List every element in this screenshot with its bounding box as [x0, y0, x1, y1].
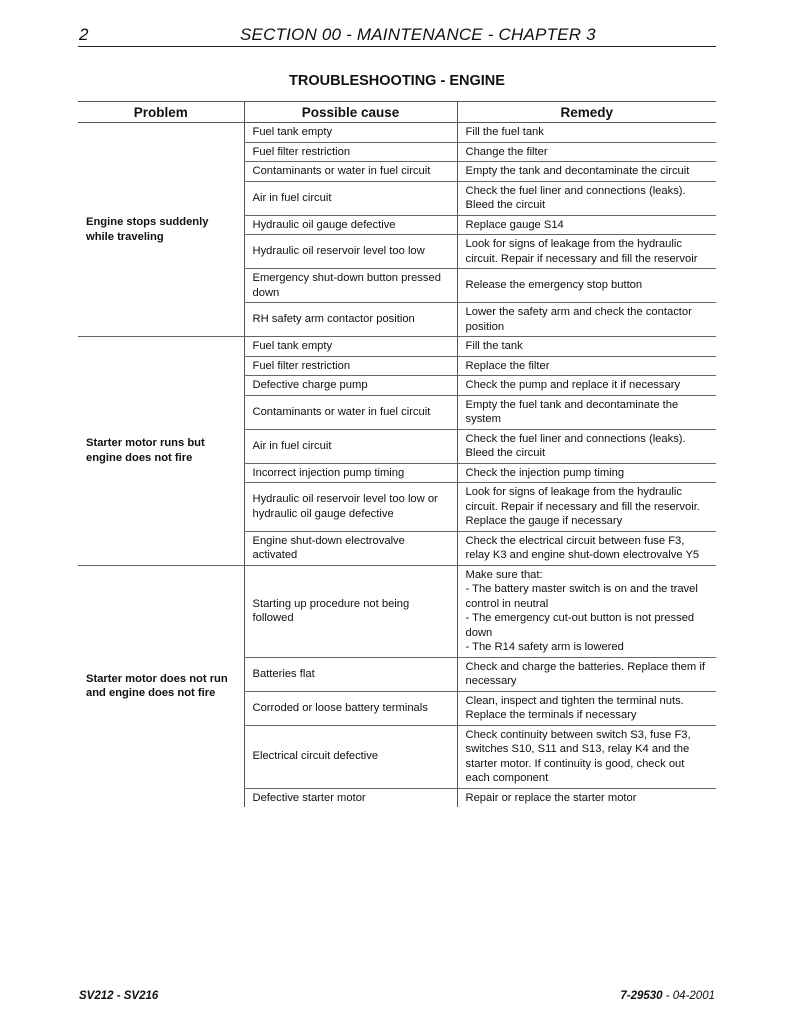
remedy-cell: Check the injection pump timing: [457, 463, 716, 483]
footer-date: - 04-2001: [662, 990, 715, 1002]
remedy-cell: Fill the tank: [457, 337, 716, 357]
remedy-cell: Lower the safety arm and check the contactor position: [457, 303, 716, 337]
cause-cell: Hydraulic oil reservoir level too low: [244, 235, 457, 269]
table-header: [78, 102, 716, 123]
cause-cell: Contaminants or water in fuel circuit: [244, 162, 457, 182]
cause-cell: Fuel tank empty: [244, 337, 457, 357]
header-divider: [78, 46, 716, 47]
cause-cell: Hydraulic oil reservoir level too low or hydraulic oil gauge defective: [244, 483, 457, 532]
section-title: SECTION 00 - MAINTENANCE - CHAPTER 3: [240, 25, 596, 44]
cause-cell: Defective starter motor: [244, 788, 457, 807]
remedy-cell: Empty the fuel tank and decontaminate the system: [457, 395, 716, 429]
remedy-cell: Check the pump and replace it if necessary: [457, 376, 716, 396]
remedy-cell: Check the fuel liner and connections (leaks). Bleed the circuit: [457, 429, 716, 463]
remedy-cell: Fill the fuel tank: [457, 123, 716, 143]
remedy-cell: Replace gauge S14: [457, 215, 716, 235]
footer-doc-number: 7-29530: [620, 990, 663, 1002]
cause-cell: RH safety arm contactor position: [244, 303, 457, 337]
remedy-cell: Replace the filter: [457, 356, 716, 376]
document-title: TROUBLESHOOTING - ENGINE: [289, 73, 505, 89]
remedy-cell: Repair or replace the starter motor: [465, 791, 637, 804]
footer-doc-info: [620, 990, 715, 1002]
table-body: [78, 123, 716, 808]
remedy-cell: Look for signs of leakage from the hydraulic circuit. Repair if necessary and fill the reservoir: [457, 235, 716, 269]
column-header-problem: Problem: [78, 102, 244, 123]
remedy-cell: Make sure that: - The battery master switch is on and the travel control in neutral - The emergency cut-out button is not pressed down - The R14 safety arm is lowered: [457, 565, 716, 657]
remedy-cell: Clean, inspect and tighten the terminal nuts. Replace the terminals if necessary: [457, 691, 716, 725]
cause-cell: Air in fuel circuit: [244, 181, 457, 215]
remedy-cell: Check the electrical circuit between fuse F3, relay K3 and engine shut-down electrovalve Y5: [457, 531, 716, 565]
problem-cell: Starter motor does not run and engine does not fire: [86, 672, 228, 700]
remedy-cell: Check the fuel liner and connections (leaks). Bleed the circuit: [457, 181, 716, 215]
cause-cell: Engine shut-down electrovalve activated: [244, 531, 457, 565]
remedy-cell: Change the filter: [457, 142, 716, 162]
table-row: [78, 337, 716, 357]
remedy-cell: Check and charge the batteries. Replace them if necessary: [457, 657, 716, 691]
cause-cell: Contaminants or water in fuel circuit: [244, 395, 457, 429]
cause-cell: Electrical circuit defective: [244, 725, 457, 788]
cause-cell: Air in fuel circuit: [244, 429, 457, 463]
table-row: [78, 565, 716, 657]
troubleshooting-table: [78, 101, 716, 807]
column-header-remedy: Remedy: [457, 102, 716, 123]
remedy-cell: Look for signs of leakage from the hydraulic circuit. Repair if necessary and fill the reservoir. Replace the gauge if necessary: [457, 483, 716, 532]
problem-cell: Engine stops suddenly while traveling: [78, 123, 244, 337]
table-row: [78, 123, 716, 143]
cause-cell: Fuel filter restriction: [244, 142, 457, 162]
remedy-cell: Release the emergency stop button: [457, 269, 716, 303]
cause-cell: Batteries flat: [244, 657, 457, 691]
column-header-possible-cause: Possible cause: [244, 102, 457, 123]
remedy-cell: Check continuity between switch S3, fuse F3, switches S10, S11 and S13, relay K4 and the starter motor. If continuity is good, check out each component: [457, 725, 716, 788]
cause-cell: Fuel filter restriction: [244, 356, 457, 376]
cause-cell: Hydraulic oil gauge defective: [244, 215, 457, 235]
cause-cell: Corroded or loose battery terminals: [244, 691, 457, 725]
cause-cell: Defective charge pump: [244, 376, 457, 396]
cause-cell: Incorrect injection pump timing: [244, 463, 457, 483]
remedy-cell: Empty the tank and decontaminate the circuit: [457, 162, 716, 182]
cause-cell: Emergency shut-down button pressed down: [244, 269, 457, 303]
problem-cell: Starter motor runs but engine does not fire: [78, 337, 244, 566]
cause-cell: Starting up procedure not being followed: [244, 565, 457, 657]
cause-cell: Fuel tank empty: [244, 123, 457, 143]
footer-model: SV212 - SV216: [79, 990, 159, 1002]
page-number: 2: [79, 25, 89, 44]
